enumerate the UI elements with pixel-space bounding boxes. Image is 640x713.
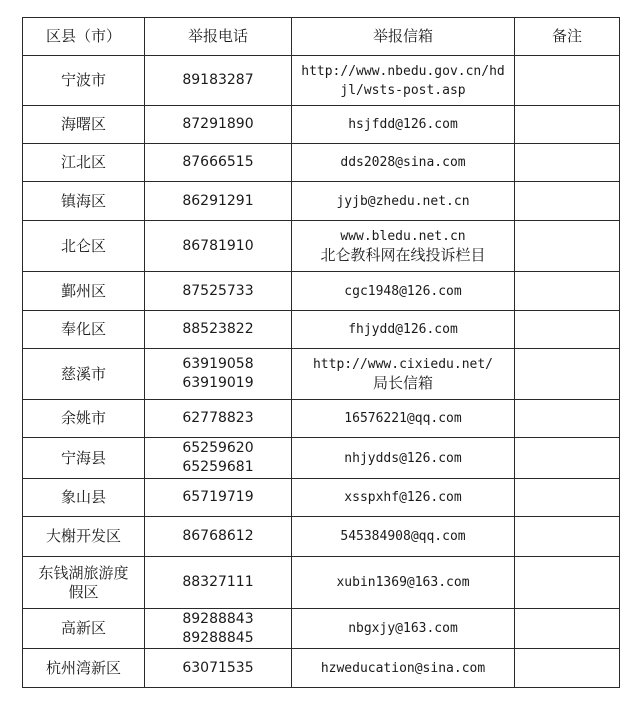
note-cell	[515, 517, 620, 557]
district-cell	[23, 400, 145, 438]
district-cell-line: 高新区	[60, 619, 106, 637]
table-row	[23, 438, 620, 479]
district-cell-line: 鄞州区	[60, 281, 106, 300]
note-cell	[515, 438, 620, 479]
note-cell	[515, 182, 620, 221]
district-cell	[23, 349, 145, 400]
phone-cell-line: 86768612	[182, 528, 254, 544]
header-mailbox: 举报信箱	[292, 18, 515, 56]
note-cell	[515, 221, 620, 272]
phone-cell-line: 65259620	[182, 440, 254, 456]
mailbox-cell-line: 北仑教科网在线投诉栏目	[320, 246, 486, 264]
phone-cell	[145, 517, 292, 557]
mailbox-cell	[292, 311, 515, 349]
district-cell	[23, 479, 145, 517]
mailbox-cell	[292, 182, 515, 221]
note-cell	[515, 479, 620, 517]
mailbox-cell-line: fhjydd@126.com	[348, 322, 458, 337]
phone-cell-line: 65259681	[182, 459, 254, 475]
district-cell-line: 余姚市	[60, 409, 106, 427]
district-cell	[23, 557, 145, 609]
mailbox-cell-line: jl/wsts-post.asp	[340, 82, 466, 98]
district-cell	[23, 272, 145, 311]
phone-cell	[145, 221, 292, 272]
district-cell	[23, 609, 145, 649]
phone-cell-line: 89288843	[182, 610, 254, 627]
mailbox-cell-line: xsspxhf@126.com	[344, 490, 462, 505]
phone-cell-line: 86291291	[182, 192, 254, 209]
phone-cell-line: 89183287	[182, 72, 254, 88]
phone-cell	[145, 438, 292, 479]
mailbox-cell-line: hsjfdd@126.com	[348, 117, 458, 132]
table-row	[23, 649, 620, 688]
phone-cell	[145, 609, 292, 649]
note-cell	[515, 649, 620, 688]
table-row	[23, 221, 620, 272]
mailbox-cell	[292, 56, 515, 106]
mailbox-cell	[292, 438, 515, 479]
table-row	[23, 106, 620, 144]
table-row	[23, 349, 620, 400]
district-cell	[23, 144, 145, 182]
table-row	[23, 144, 620, 182]
district-cell-line: 大榭开发区	[45, 527, 121, 545]
note-cell	[515, 272, 620, 311]
note-cell	[515, 144, 620, 182]
phone-cell-line: 88523822	[182, 321, 254, 337]
district-cell	[23, 56, 145, 106]
phone-cell	[145, 479, 292, 517]
phone-cell	[145, 56, 292, 106]
phone-cell-line: 86781910	[182, 237, 254, 254]
district-cell	[23, 106, 145, 144]
mailbox-cell-line: jyjb@zhedu.net.cn	[336, 193, 470, 209]
mailbox-cell	[292, 649, 515, 688]
contact-table	[22, 17, 620, 688]
district-cell-line: 东钱湖旅游度	[38, 563, 129, 582]
district-cell-line: 海曙区	[60, 115, 106, 133]
district-cell-line: 北仑区	[60, 236, 106, 255]
district-cell-line: 镇海区	[60, 191, 106, 210]
phone-cell-line: 87291890	[182, 116, 254, 132]
phone-cell-line: 63071535	[182, 659, 254, 676]
header-phone: 举报电话	[145, 18, 292, 56]
mailbox-cell-line: dds2028@sina.com	[340, 155, 466, 170]
phone-cell	[145, 557, 292, 609]
table-row	[23, 400, 620, 438]
phone-cell	[145, 349, 292, 400]
district-cell	[23, 182, 145, 221]
phone-cell-line: 63919019	[182, 375, 254, 391]
mailbox-cell	[292, 400, 515, 438]
mailbox-cell	[292, 517, 515, 557]
district-cell-line: 宁波市	[60, 71, 106, 89]
note-cell	[515, 349, 620, 400]
district-cell-line: 宁海县	[60, 448, 106, 467]
district-cell-line: 慈溪市	[60, 364, 106, 383]
district-cell	[23, 311, 145, 349]
table-row	[23, 479, 620, 517]
header-district: 区县（市）	[23, 18, 145, 56]
district-cell-line: 奉化区	[60, 320, 106, 338]
phone-cell	[145, 400, 292, 438]
note-cell	[515, 609, 620, 649]
table-row	[23, 56, 620, 106]
district-cell	[23, 438, 145, 479]
table-row	[23, 517, 620, 557]
phone-cell-line: 87666515	[182, 154, 254, 170]
mailbox-cell-line: cgc1948@126.com	[344, 283, 462, 299]
mailbox-cell	[292, 144, 515, 182]
mailbox-cell	[292, 609, 515, 649]
phone-cell	[145, 144, 292, 182]
table-row	[23, 557, 620, 609]
mailbox-cell-line: 局长信箱	[372, 374, 433, 392]
phone-cell-line: 89288845	[182, 629, 254, 646]
table-row	[23, 609, 620, 649]
district-cell-line: 假区	[68, 582, 99, 601]
phone-cell	[145, 106, 292, 144]
note-cell	[515, 106, 620, 144]
mailbox-cell	[292, 221, 515, 272]
mailbox-cell	[292, 557, 515, 609]
mailbox-cell-line: nhjydds@126.com	[344, 450, 462, 466]
phone-cell-line: 65719719	[182, 489, 254, 505]
mailbox-cell-line: www.bledu.net.cn	[340, 229, 466, 244]
table-row	[23, 311, 620, 349]
district-cell-line: 象山县	[60, 488, 106, 506]
mailbox-cell	[292, 349, 515, 400]
mailbox-cell-line: hzweducation@sina.com	[320, 660, 486, 676]
phone-cell	[145, 182, 292, 221]
phone-cell	[145, 272, 292, 311]
mailbox-cell	[292, 106, 515, 144]
phone-cell-line: 87525733	[182, 282, 254, 299]
mailbox-cell-line: 545384908@qq.com	[340, 529, 466, 544]
mailbox-cell-line: xubin1369@163.com	[336, 575, 470, 590]
phone-cell	[145, 649, 292, 688]
note-cell	[515, 311, 620, 349]
note-cell	[515, 557, 620, 609]
mailbox-cell	[292, 272, 515, 311]
mailbox-cell-line: http://www.nbedu.gov.cn/hd	[301, 63, 505, 79]
district-cell-line: 杭州湾新区	[45, 658, 121, 677]
phone-cell	[145, 311, 292, 349]
mailbox-cell-line: http://www.cixiedu.net/	[312, 357, 493, 372]
table-row	[23, 272, 620, 311]
district-cell	[23, 649, 145, 688]
phone-cell-line: 88327111	[182, 574, 254, 590]
table-body	[23, 56, 620, 688]
district-cell	[23, 517, 145, 557]
phone-cell-line: 62778823	[182, 410, 254, 426]
mailbox-cell-line: nbgxjy@163.com	[348, 621, 458, 636]
header-row	[23, 18, 620, 56]
header-note: 备注	[515, 18, 620, 56]
mailbox-cell-line: 16576221@qq.com	[344, 411, 462, 426]
phone-cell-line: 63919058	[182, 356, 254, 372]
note-cell	[515, 56, 620, 106]
note-cell	[515, 400, 620, 438]
table-row	[23, 182, 620, 221]
district-cell	[23, 221, 145, 272]
mailbox-cell	[292, 479, 515, 517]
district-cell-line: 江北区	[60, 153, 106, 171]
